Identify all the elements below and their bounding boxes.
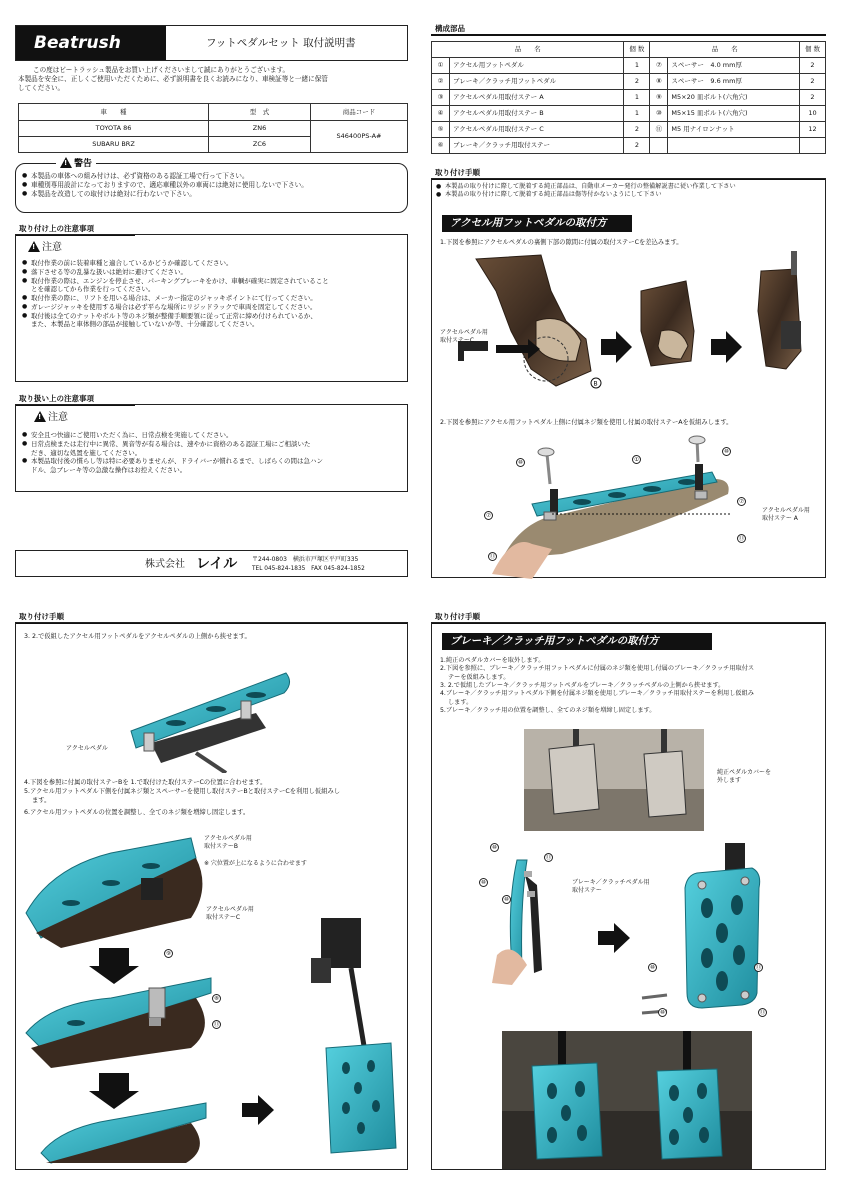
parts-header-name-2: 品 名 [650,42,800,58]
vehicle-table [18,103,408,153]
accel-step-5b: ます。 [32,797,51,804]
procedure-top-panel [431,178,826,578]
handling-notes-title-text: 注意 [48,412,68,423]
accel-step-6: 6.アクセル用フットペダルの位置を調整し、全てのネジ類を増締し固定します。 [24,809,250,816]
handling-note-item: ● 日常点検または走行中に異常、異音等が有る場合は、速やかに資格のある認証工場にご相談いた [22,440,407,449]
stay-c-label-2: 取付ステーC [206,914,241,921]
parts-row: ① アクセル用フットペダル 1 ⑦ スペーサー 4.0 mm厚 2 [432,58,826,74]
accel-step4-illustration [21,828,231,1168]
warning-icon: ! [60,157,72,168]
accel-step1-illustration [436,251,822,391]
arrow-right [242,1095,274,1125]
doc-title: フットペダルセット 取付説明書 [206,37,356,49]
vehicle-header-code: 商品コード [311,104,408,121]
procedure-top-tag: 取り付け手順 [435,168,480,177]
handling-note-item-cont: だき、適切な処置を施してください。 [31,448,142,457]
brake-stay-label-1: ブレーキ／クラッチペダル用 [572,879,650,886]
parts-tag: 構成部品 [435,24,465,33]
brake-step: 4.ブレーキ／クラッチ用フットペダル下側を付属ネジ類を使用しブレーキ／クラッチ用取付ステーを利用し仮組み [440,690,754,698]
callout-9: ⑨ [164,949,173,958]
install-note-item: ● 取付作業の際に、リフトを用いる場合は、メーカー指定のジャッキポイントにて行ってください。 [22,294,407,303]
parts-row: ② ブレーキ／クラッチ用フットペダル 2 ⑧ スペーサー 9.6 mm厚 2 [432,74,826,90]
step2-label-1: アクセルペダル用 [762,507,810,514]
company-tel: TEL 045-824-1835 FAX 045-824-1852 [252,566,365,572]
procedure-note: ● 本製品の取り付けに際して脱着する純正部品は傷等付かないようにして下さい [436,191,824,199]
warning-item: ● 本製品を改造しての取付けは絶対に行わないで下さい。 [22,190,308,199]
callout-11: ⑪ [755,965,762,971]
handling-note-item-cont: ドル、急ブレーキ等の急激な操作はお控えください。 [31,466,187,475]
vehicle-row-2-model: SUBARU BRZ [19,137,209,153]
brake-pedal-illustration [637,843,777,1023]
vehicle-row-2-type: ZC6 [209,137,311,153]
warning-box [15,159,408,213]
brake-step: 5.ブレーキ／クラッチ用の位置を調整し、全てのネジ類を増締し固定します。 [440,707,656,715]
install-notes-panel [15,234,408,382]
accel-step-1: 1.下図を参照にアクセルペダルの裏側下部の隙間に付属の取付ステーCを差込みます。 [440,239,683,246]
company-block [15,550,408,577]
accel-final-illustration [296,918,406,1168]
svg-text:B: B [593,380,598,388]
callout-11: ⑪ [213,1022,220,1028]
procedure-br-panel [431,622,826,1170]
intro-line-1: この度はビートラッシュ製品をお買い上げくださいまして誠にありがとうございます。 [33,66,290,74]
vehicle-row-1-type: ZN6 [209,121,311,137]
installed-pedals-photo [502,1031,752,1169]
install-note-item-cont: また、本製品と車体側の部品が接触していないか等、十分確認してください。 [31,320,259,329]
brake-title: ブレーキ／クラッチ用フットペダルの取付方 [442,633,712,650]
procedure-br-tag: 取り付け手順 [435,612,480,621]
parts-header-qty-1: 個 数 [624,42,650,58]
vehicle-header-model: 車 種 [19,104,209,121]
accel-step-3: 3. 2.で仮組したアクセル用フットペダルをアクセルペダルの上側から挟せます。 [24,633,251,640]
brake-step: テーを仮組みします。 [448,673,510,681]
install-note-item-cont: とを確認してから作業を行ってください。 [31,285,155,294]
handling-note-item: ● 安全且つ快適にご使用いただく為に、日常点検を実施してください。 [22,431,407,440]
brake-stay-label-2: 取付ステー [572,887,602,894]
intro-text [18,66,413,93]
accel-step-4: 4.下図を参照に付属の取付ステーBを 1.で取付けた取付ステーCの位置に合わせます。 [24,779,267,786]
arrow-right [598,923,630,953]
callout-11: ⑪ [545,855,552,861]
stay-c-label-1: アクセルペダル用 [206,906,254,913]
callout-7: ⑦ [484,511,493,520]
brake-step: します。 [448,698,473,706]
intro-line-3: してください。 [18,83,65,92]
stay-b-label-2: 取付ステーB [204,843,238,850]
parts-row: ⑤ アクセルペダル用取付ステー C 2 ⑪ M5 用ナイロンナット 12 [432,122,826,138]
procedure-bl-panel [15,622,408,1170]
warning-item: ● 車種別専用設計になっておりますので、適応車種以外の車両には絶対に使用しないで下さい。 [22,181,308,190]
parts-row: ④ アクセルペダル用取付ステー B 1 ⑩ M5×15 皿ボルト(六角穴) 10 [432,106,826,122]
parts-header-qty-2: 個 数 [800,42,826,58]
hole-note: ※ 穴位置が上になるように合わせます [204,860,307,867]
callout-10: ⑩ [722,447,731,456]
accel-pedal-label: アクセルペダル [66,745,108,752]
brake-stay-illustration [492,845,572,985]
callout-10: ⑩ [648,963,657,972]
install-notes-list [22,259,407,329]
accel-step3-illustration [116,653,316,773]
procedure-top-notes [436,183,824,200]
step1-label-2: 取付ステーC [440,337,475,344]
install-note-item: ● 取付作業の前に装着車種と適合しているかどうか確認してください。 [22,259,407,268]
install-notes-title-text: 注意 [42,242,62,253]
warning-title-text: 警告 [74,159,93,169]
callout-10: ⑩ [658,1008,667,1017]
install-notes-title [28,241,62,255]
procedure-bl-tag: 取り付け手順 [19,612,64,621]
stock-pedals-photo [524,729,704,831]
vehicle-code: S46400PS-A# [311,121,408,153]
caution-icon: ! [34,411,46,422]
intro-line-2: 本製品を安全に、正しくご使用いただくために、必ず説明書を良くお読みになり、車検証等と一緒に保管 [18,74,328,83]
parts-table [431,41,826,154]
parts-row: ③ アクセルペダル用取付ステー A 1 ⑨ M5×20 皿ボルト(六角穴) 2 [432,90,826,106]
callout-11: ⑪ [489,554,496,560]
handling-note-item: ● 本製品取付後の慣らし等は特に必要ありませんが、ドライバーが慣れるまで、しばらくの間は急ハン [22,457,407,466]
parts-rule [431,34,826,36]
warning-title [56,157,96,170]
brake-steps [440,657,754,716]
procedure-note: ● 本製品の取り付けに際して脱着する純正部品は、自動車メーカー発行の整備解説書に従い作業して下さい [436,183,824,191]
stay-b-label-1: アクセルペダル用 [204,835,252,842]
company-label: 株式会社 [145,559,185,570]
callout-10: ⑩ [490,843,499,852]
cover-label-2: 外します [717,777,742,784]
intro-panel [15,25,408,61]
company-address: 〒244-0803 横浜市戸塚区平戸町335 [252,556,359,563]
parts-header-name-1: 品 名 [432,42,624,58]
callout-10: ⑩ [516,458,525,467]
handling-notes-list [22,431,407,475]
callout-11: ⑪ [759,1010,766,1016]
callout-1: ① [632,455,641,464]
warning-list [22,172,308,199]
callout-7: ⑦ [737,497,746,506]
cover-label-1: 純正ペダルカバーを [717,769,772,776]
handling-notes-title [34,411,68,425]
handling-notes-tag: 取り扱い上の注意事項 [19,394,94,403]
warning-item: ● 本製品の車体への組み付けは、必ず資格のある認証工場で行って下さい。 [22,172,308,181]
install-notes-tag: 取り付け上の注意事項 [19,224,94,233]
install-note-item: ● 取付後は全てのナットやボルト等のネジ類が整備手順要領に従って正常に締め付けられているか、 [22,312,407,321]
step2-label-2: 取付ステー A [762,515,798,522]
caution-icon: ! [28,241,40,252]
install-note-item: ● ガレージジャッキを使用する場合は必ず平らな場所にリジッドラックで車両を固定してください。 [22,303,407,312]
brand-logo: Beatrush [16,26,166,60]
install-note-item: ● 落下させる等の乱暴な扱いは絶対に避けてください。 [22,268,407,277]
vehicle-row-1-model: TOYOTA 86 [19,121,209,137]
callout-10: ⑩ [502,895,511,904]
step1-label-1: アクセルペダル用 [440,329,488,336]
callout-11: ⑪ [738,536,745,542]
vehicle-header-type: 型 式 [209,104,311,121]
brake-step: 3. 2.で仮組したブレーキ／クラッチ用フットペダルをブレーキ／クラッチペダルの上側から挟せます。 [440,682,725,690]
install-note-item: ● 取付作業の際は、エンジンを停止させ、パーキングブレーキをかけ、車輌が確実に固定されていること [22,277,407,286]
callout-8: ⑧ [212,994,221,1003]
company-name: レイル [196,556,238,572]
handling-notes-panel [15,404,408,492]
brake-step: 1.純正のペダルカバーを取外します。 [440,657,545,664]
accel-step-2: 2.下図を参照にアクセル用フットペダル上側に付属ネジ類を使用し付属の取付ステーAを仮組みします。 [440,419,733,426]
callout-10: ⑩ [479,878,488,887]
brake-step: 2.下図を参照に、ブレーキ／クラッチ用フットペダルに付属のネジ類を使用し付属のブレーキ／クラッチ用取付ス [440,665,755,673]
accel-title: アクセル用フットペダルの取付方 [442,215,632,232]
parts-row: ⑥ ブレーキ／クラッチ用取付ステー 2 [432,138,826,154]
accel-step-5a: 5.アクセル用フットペダル下側を付属ネジ類とスペーサーを使用し取付ステーBと取付ステーCを利用し仮組みし [24,788,341,795]
